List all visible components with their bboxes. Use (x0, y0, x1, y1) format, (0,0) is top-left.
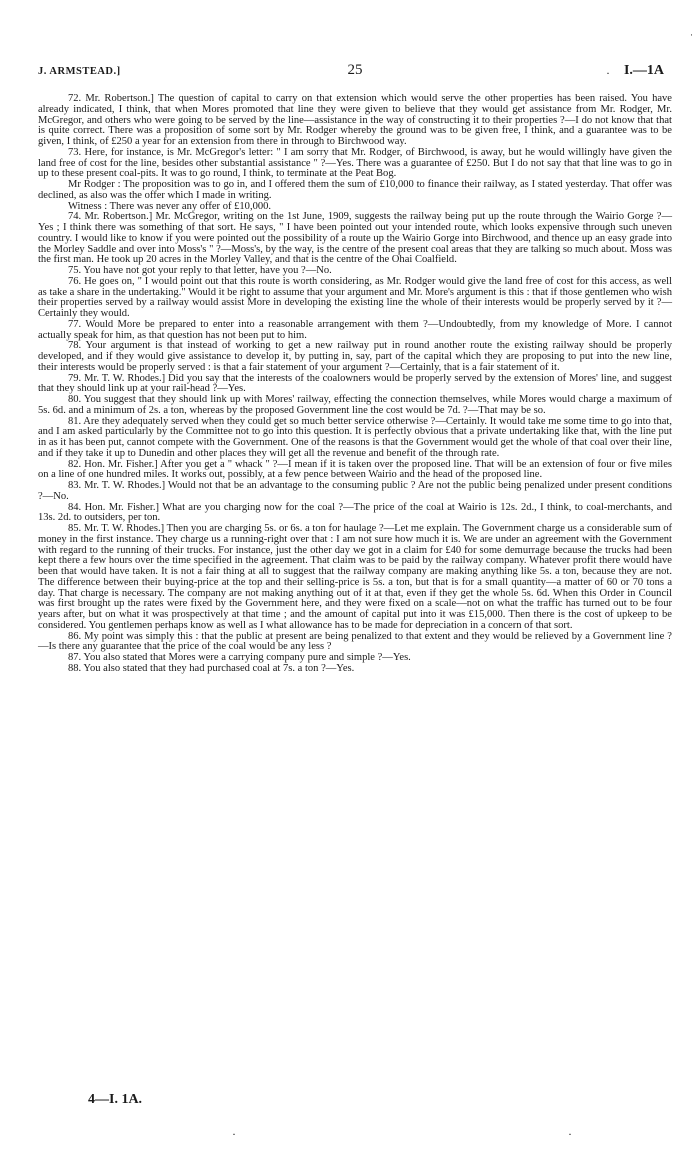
paper-reference: I.—1A (623, 63, 664, 78)
paragraph-72: 72. Mr. Robertson.] The question of capital to carry on that extension which would serve the other properties has been raised. You have already indicated, I think, that when Mores promoted that line they were given to believe that they would get assistance from Mr. Rodger, Mr. McGregor, and others who were going to be served by the line—assistance in the way of constructing it to their properties ?—I do not know that that is quite correct. There was a proposition of some sort by Mr. Rodger whereby the ground was to be given free, I think, and a guarantee was to be given, I think, of £250 a year for an extension from there in through to Birchwood way. (38, 93, 672, 147)
paragraph-84: 84. Hon. Mr. Fisher.] What are you charging now for the coal ?—The price of the coal at Wairio is 12s. 2d., I think, to coal-merchants, and 13s. 2d. to outsiders, per ton. (38, 501, 672, 524)
paragraph-87: 87. You also stated that Mores were a carrying company pure and simple ?—Yes. (68, 652, 411, 663)
paragraph-81: 81. Are they adequately served when they could get so much better service otherwise ?—Certainly. It would take me some time to go into that, and I am asked particularly by the Committee not to go into this question. It is perfectly obvious that a private undertaking like that, with the line put in as it has been put, cannot compete with the Government. One of the reasons is that the Government would get the whole of that coal over their line, and if they take it up to Dunedin and other places they will get all the revenue and benefit of the through rate. (38, 415, 672, 459)
paragraph-75: 75. You have not got your reply to that letter, have you ?—No. (68, 265, 332, 276)
header-dot: · (606, 66, 610, 80)
signature-mark: 4—I. 1A. (88, 1092, 143, 1107)
paragraph-80: 80. You suggest that they should link up with Mores' railway, effecting the connection themselves, while Mores would charge a maximum of 5s. 6d. and a minimum of 2s. a ton, whereas by the proposed Government line the cost would be 7d. ?—That may be so. (38, 394, 672, 416)
paragraph-73: 73. Here, for instance, is Mr. McGregor's letter: " I am sorry that Mr. Rodger, of Birchwood, is away, but he would willingly have given the land free of cost for the line, besides other substantial assistance " ?—Yes. There was a guarantee of £250. But I do not say that that line was to go in up to these present coal-pits. It was to go round, I think, to terminate at the Peat Bog. (38, 146, 672, 180)
witness-name: J. ARMSTEAD.] (38, 66, 121, 77)
page-header (38, 62, 672, 82)
stray-mark: · (232, 1127, 236, 1141)
paragraph-85: 85. Mr. T. W. Rhodes.] Then you are charging 5s. or 6s. a ton for haulage ?—Let me explain. The Government charge us a considerable sum of money in the first instance. They charge us a running-right over that : I am not sure how much it is. We are under an agreement with the Government with regard to the running of their trucks. For instance, just the other day we got in a claim for £40 for some demurrage because the trucks had been kept there a few hours over the time specified in the agreement. That claim was to be paid by the railway company. Whatever profit there would have been that would have taken. It is not a fair thing at all to suggest that the railway company are making anything like 5s. a ton, because they are not. The difference between their buying-price at the top and their selling-price is 5s. a ton, but that is for a small quantity—a matter of 60 or 70 tons a day. That charge is necessary. The company are not making anything out of it at that, even if they get the whole 5s. 6d. When this Order in Council was first brought up the rates were fixed by the Government here, and they were fixed on a scale—not on what the traffic has turned out to be four years after, but on what it was prospectively at that time ; and the amount of capital put into it was £15,000. Then there is the cost of upkeep to be considered. You gentlemen perhaps know as well as I what allowance has to be made for depreciation in a concern of that sort. (38, 523, 672, 631)
paragraph-88: 88. You also stated that they had purchased coal at 7s. a ton ?—Yes. (68, 662, 355, 674)
paragraph-83: 83. Mr. T. W. Rhodes.] Would not that be an advantage to the consuming public ? Are not the public being penalized under present conditions ?—No. (38, 480, 672, 502)
paragraph-74: 74. Mr. Robertson.] Mr. McGregor, writing on the 1st June, 1909, suggests the railway being put up the route through the Wairio Gorge ?—Yes ; I think there was something of that sort. He says, " I have been pointed out your intended route, which looks expensive through such uneven country. I would like to know if you were pointed out the possibility of a route up the Wairio Gorge into Birchwood, and thence up an easy grade into the Morley Saddle and over into Moss's " ?—Moss's, by the way, is the centre of the present coal areas that they are talking so much about. Moss was the first man. He took up 20 acres in the Morley Valley, and that is the centre of the Ohai Coalfield. (38, 211, 672, 266)
paragraph-77: 77. Would More be prepared to enter into a reasonable arrangement with them ?—Undoubtedly, from my knowledge of More. I cannot actually speak for him, as that question has not been put to him. (38, 318, 672, 341)
paragraph-78: 78. Your argument is that instead of working to get a new railway put in round another route the existing railway should be properly developed, and if they would give assistance to develop it, by putting in, say, part of the capital which they are proposing to put into the new line, their interests would be properly served : is that a fair statement of your argument ?—Certainly, that is a fair statement of it. (38, 340, 672, 373)
paragraph-witness: Witness : There was never any offer of £10,000. (68, 200, 272, 212)
paragraph-76: 76. He goes on, " I would point out that this route is worth considering, as Mr. Rodger would give the land free of cost for this access, as well as take a share in the undertaking." Would it be right to assume that your argument and Mr. More's argument is this : that if those gentlemen who wish their properties served by a railway would assist More in developing the existing line the whole of their interests would be properly served by it ?—Certainly they would. (38, 275, 672, 319)
paragraph-79: 79. Mr. T. W. Rhodes.] Did you say that the interests of the coalowners would be properly served by the extension of Mores' line, and suggest that they should link up at your rail-head ?—Yes. (38, 372, 672, 395)
stray-mark: · (690, 30, 693, 40)
paragraph-86: 86. My point was simply this : that the public at present are being penalized to that extent and they would be relieved by a Government line ?—Is there any guarantee that the price of the coal would be any less ? (38, 630, 672, 653)
page-number: 25 (347, 62, 363, 78)
stray-mark: · (568, 1127, 572, 1141)
paragraph-rodger: Mr Rodger : The proposition was to go in, and I offered them the sum of £10,000 to finance their railway, as I stated yesterday. That offer was declined, as also was the offer which I made in writing. (38, 179, 672, 201)
transcript-body (38, 94, 672, 675)
paragraph-82: 82. Hon. Mr. Fisher.] After you get a " whack " ?—I mean if it is taken over the proposed line. That will be an extension of four or five miles on a line of one hundred miles. It works out, possibly, at a few pence between Wairio and the head of the proposed line. (38, 458, 672, 481)
